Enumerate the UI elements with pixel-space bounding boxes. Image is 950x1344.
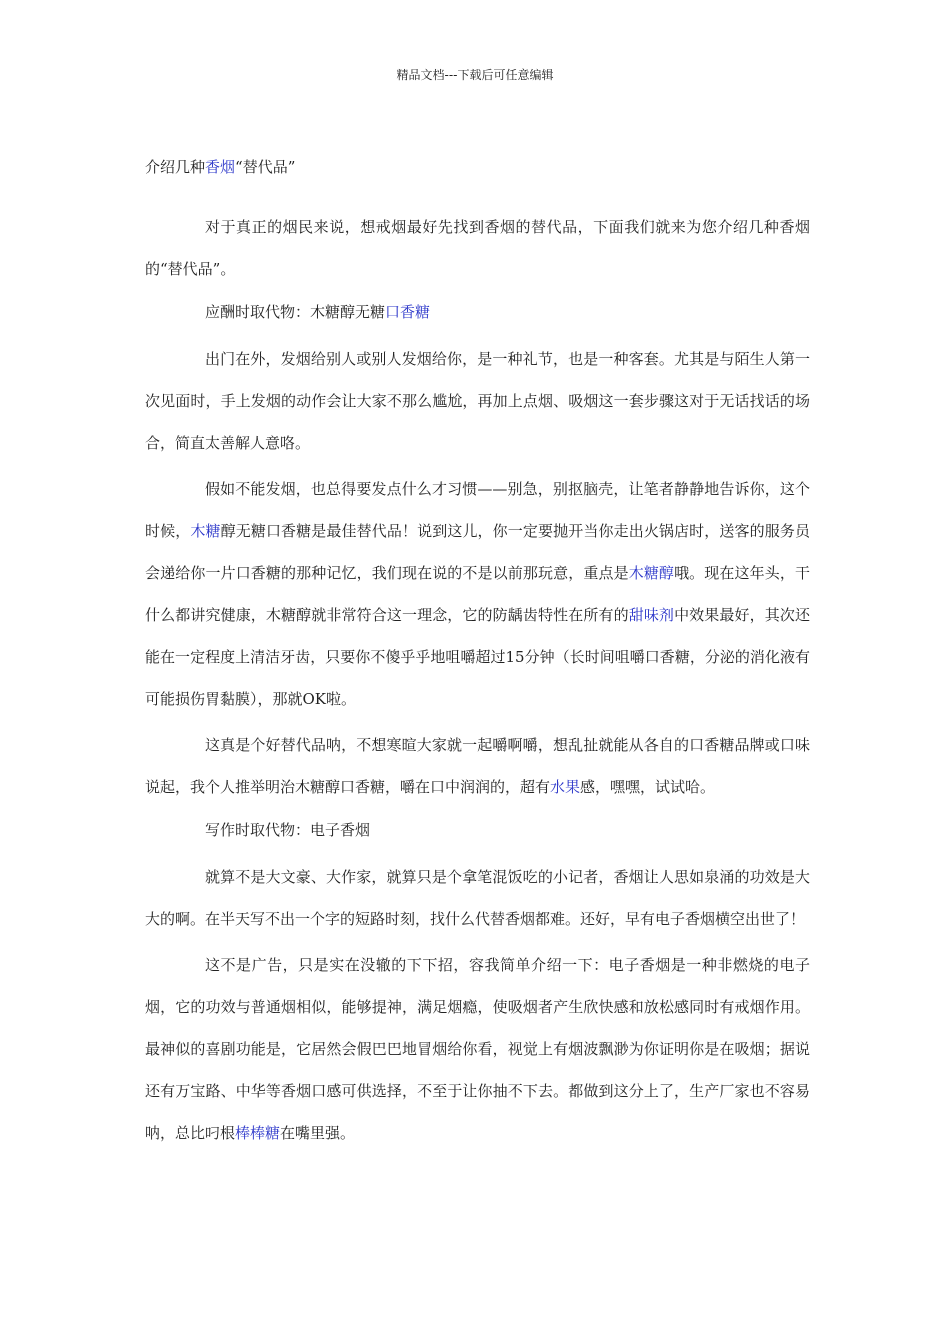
paragraph-text: 写作时取代物：电子香烟 xyxy=(205,821,371,839)
paragraph xyxy=(145,206,810,290)
title-text-after: “替代品” xyxy=(235,158,296,176)
inline-link[interactable]: 木糖 xyxy=(190,522,221,540)
paragraph-text: 这不是广告，只是实在没辙的下下招，容我简单介绍一下：电子香烟是一种非燃烧的电子烟，它的功效与普通烟相似，能够提神，满足烟瘾，使吸烟者产生欣快感和放松感同时有戒烟作用。最神似的喜剧功能是，它居然会假巴巴地冒烟给你看，视觉上有烟波飘渺为你证明你是在吸烟；据说还有万宝路、中华等香烟口感可供选择，不至于让你抽不下去。都做到这分上了，生产厂家也不容易呐，总比叼根 xyxy=(145,956,810,1142)
paragraph xyxy=(145,338,810,464)
page-header: 精品文档---下载后可任意编辑 xyxy=(396,68,554,82)
section-heading xyxy=(145,812,810,848)
document-body xyxy=(145,156,810,1158)
paragraph xyxy=(145,468,810,720)
document-title xyxy=(145,156,810,178)
paragraph-text: 在嘴里强。 xyxy=(280,1124,356,1142)
paragraph-text: 就算不是大文豪、大作家，就算只是个拿笔混饭吃的小记者，香烟让人思如泉涌的功效是大大的啊。在半天写不出一个字的短路时刻，找什么代替香烟都难。还好，早有电子香烟横空出世了！ xyxy=(145,868,810,928)
paragraph-text: 感，嘿嘿，试试哈。 xyxy=(580,778,716,796)
inline-link[interactable]: 口香糖 xyxy=(385,303,431,321)
paragraph-list xyxy=(145,206,810,1154)
paragraph-text: 中效果最好，其次还能在一定程度上清洁牙齿，只要你不傻乎乎地咀嚼超过15分钟（长时间咀嚼口香糖，分泌的消化液有可能损伤胃黏膜），那就OK啦。 xyxy=(145,606,810,708)
paragraph-text: 假如不能发烟，也总得要发点什么才习惯——别急，别抠脑壳，让笔者静静地告诉你，这个时候， xyxy=(145,480,810,540)
paragraph-text: 哦。现在这年头，干什么都讲究健康，木糖醇就非常符合这一理念，它的防龋齿特性在所有的 xyxy=(145,564,810,624)
inline-link[interactable]: 棒棒糖 xyxy=(235,1124,281,1142)
paragraph-text: 对于真正的烟民来说，想戒烟最好先找到香烟的替代品，下面我们就来为您介绍几种香烟的“替代品”。 xyxy=(145,218,810,278)
inline-link[interactable]: 水果 xyxy=(550,778,581,796)
paragraph xyxy=(145,856,810,940)
inline-link[interactable]: 甜味剂 xyxy=(628,606,675,624)
paragraph xyxy=(145,944,810,1154)
section-heading xyxy=(145,294,810,330)
paragraph-text: 醇无糖口香糖是最佳替代品！说到这儿，你一定要抛开当你走出火锅店时，送客的服务员会递给你一片口香糖的那种记忆，我们现在说的不是以前那玩意，重点是 xyxy=(145,522,810,582)
paragraph-text: 这真是个好替代品呐，不想寒暄大家就一起嚼啊嚼，想乱扯就能从各自的口香糖品牌或口味说起，我个人推举明治木糖醇口香糖，嚼在口中润润的，超有 xyxy=(145,736,810,796)
title-link-cigarette[interactable]: 香烟 xyxy=(205,158,236,176)
paragraph xyxy=(145,724,810,808)
title-text-before: 介绍几种 xyxy=(145,158,206,176)
inline-link[interactable]: 木糖醇 xyxy=(628,564,675,582)
paragraph-text: 应酬时取代物：木糖醇无糖 xyxy=(205,303,386,321)
paragraph-text: 出门在外，发烟给别人或别人发烟给你，是一种礼节，也是一种客套。尤其是与陌生人第一次见面时，手上发烟的动作会让大家不那么尴尬，再加上点烟、吸烟这一套步骤这对于无话找话的场合，简直太善解人意咯。 xyxy=(145,350,810,452)
